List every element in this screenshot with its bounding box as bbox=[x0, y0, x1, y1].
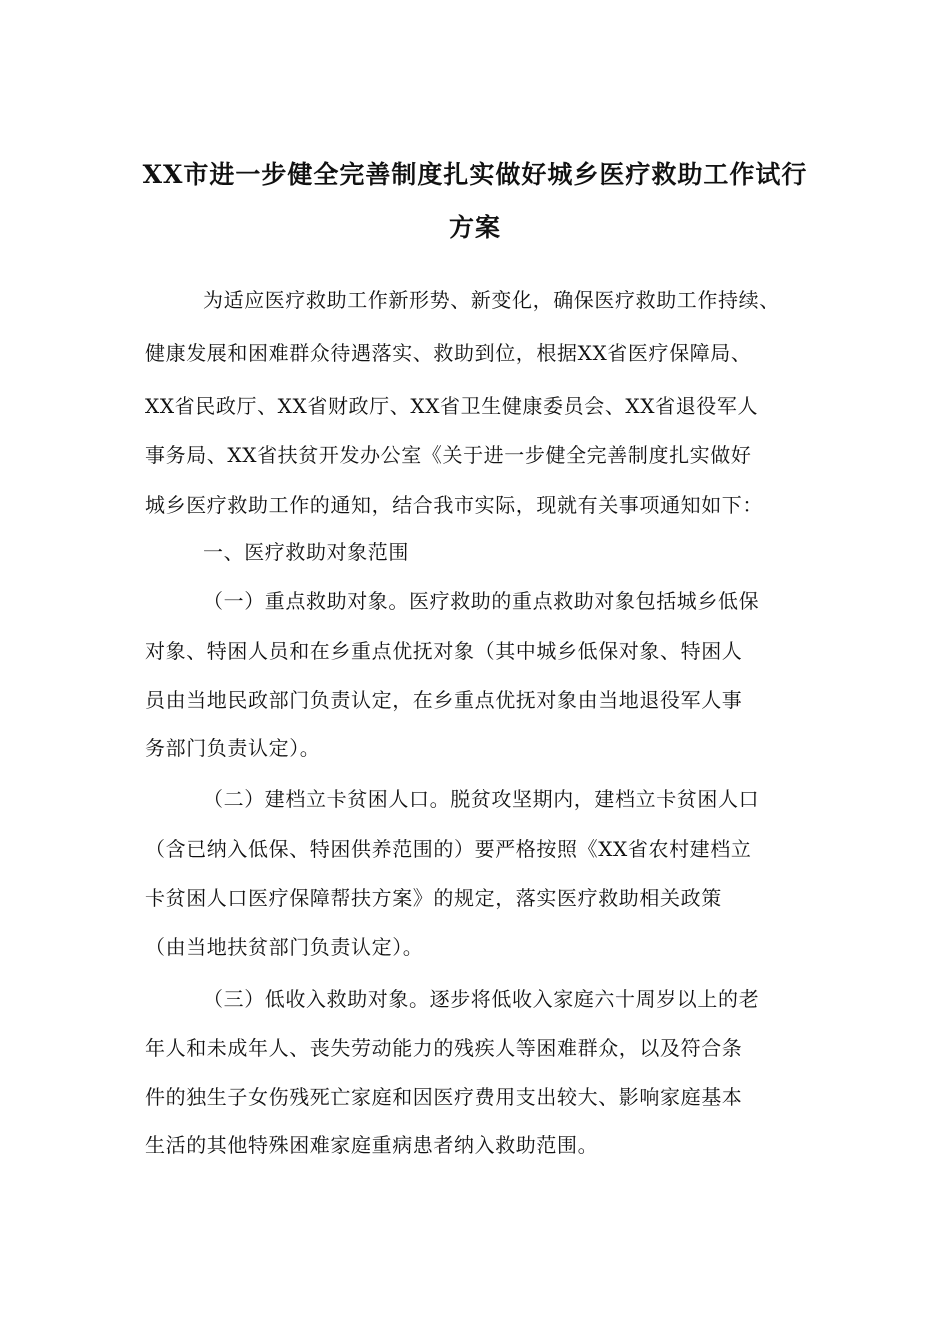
paragraph-line: XX省民政厅、XX省财政厅、XX省卫生健康委员会、XX省退役军人 bbox=[145, 394, 759, 418]
section-heading: 一、医疗救助对象范围 bbox=[203, 540, 409, 564]
paragraph-line: 员由当地民政部门负责认定，在乡重点优抚对象由当地退役军人事 bbox=[145, 688, 743, 712]
document-title-line-1: XX市进一步健全完善制度扎实做好城乡医疗救助工作试行 bbox=[142, 160, 808, 189]
paragraph-line: （含已纳入低保、特困供养范围的）要严格按照《XX省农村建档立 bbox=[145, 837, 752, 861]
paragraph-line: 事务局、XX省扶贫开发办公室《关于进一步健全完善制度扎实做好 bbox=[145, 443, 752, 467]
paragraph-line: 年人和未成年人、丧失劳动能力的残疾人等困难群众，以及符合条 bbox=[145, 1036, 743, 1060]
paragraph-line: （三）低收入救助对象。逐步将低收入家庭六十周岁以上的老 bbox=[203, 987, 760, 1011]
paragraph-line: 生活的其他特殊困难家庭重病患者纳入救助范围。 bbox=[145, 1133, 599, 1157]
paragraph-line: （由当地扶贫部门负责认定）。 bbox=[145, 935, 424, 959]
paragraph-line: 为适应医疗救助工作新形势、新变化，确保医疗救助工作持续、 bbox=[203, 288, 780, 312]
paragraph-line: 务部门负责认定）。 bbox=[145, 736, 321, 760]
document-title-line-2: 方案 bbox=[448, 213, 501, 242]
paragraph-line: 城乡医疗救助工作的通知，结合我市实际，现就有关事项通知如下： bbox=[145, 493, 763, 517]
paragraph-line: （二）建档立卡贫困人口。脱贫攻坚期内，建档立卡贫困人口 bbox=[203, 787, 760, 811]
paragraph-line: 对象、特困人员和在乡重点优抚对象（其中城乡低保对象、特困人 bbox=[145, 639, 743, 663]
paragraph-line: 卡贫困人口医疗保障帮扶方案》的规定，落实医疗救助相关政策 bbox=[145, 886, 722, 910]
paragraph-line: 件的独生子女伤残死亡家庭和因医疗费用支出较大、影响家庭基本 bbox=[145, 1085, 743, 1109]
paragraph-line: （一）重点救助对象。医疗救助的重点救助对象包括城乡低保 bbox=[203, 589, 760, 613]
paragraph-line: 健康发展和困难群众待遇落实、救助到位，根据XX省医疗保障局、 bbox=[145, 341, 752, 365]
